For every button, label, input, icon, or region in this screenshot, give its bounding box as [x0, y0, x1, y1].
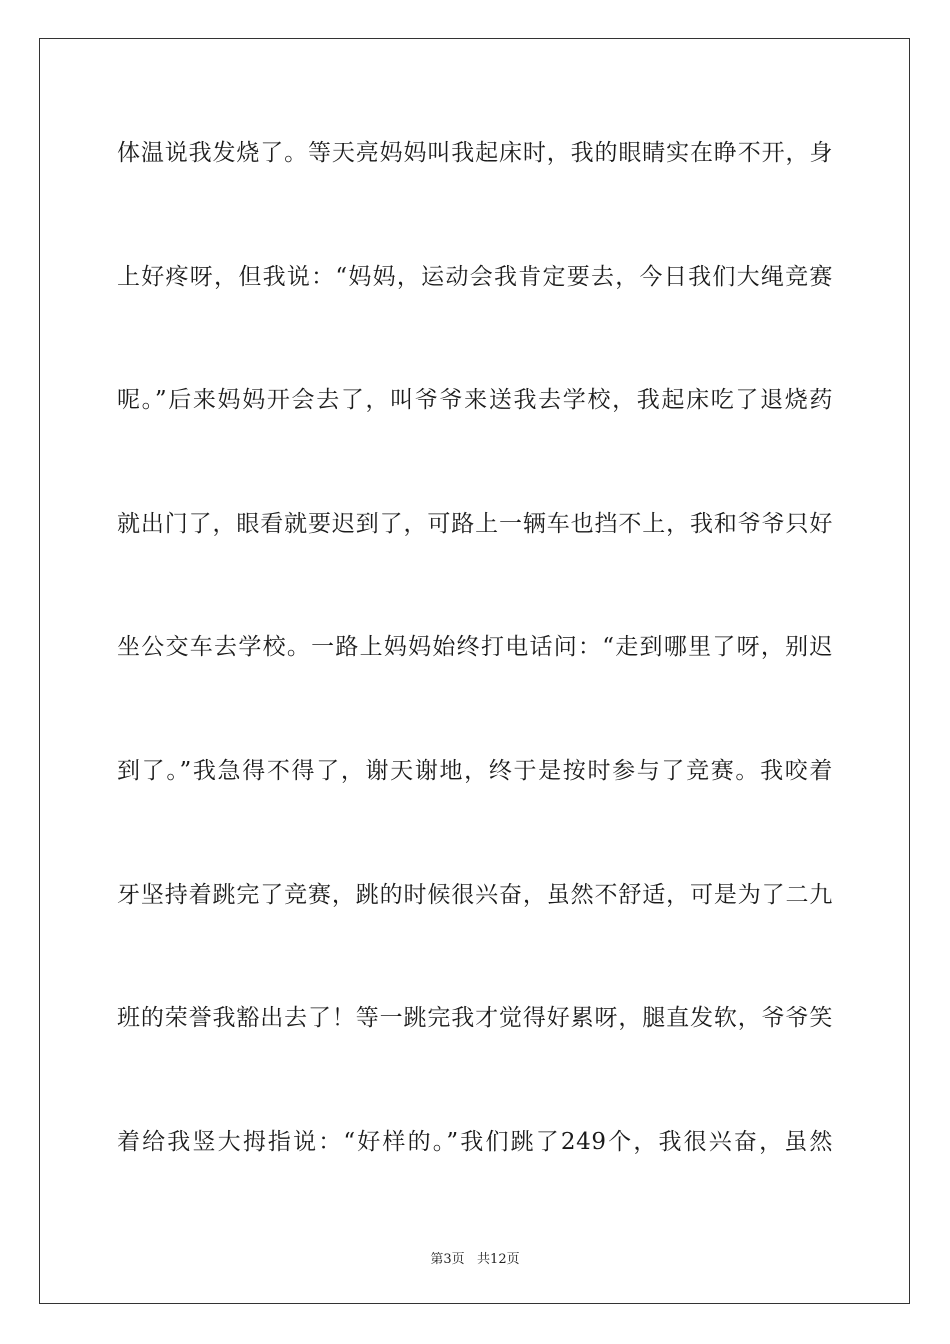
text-line: 坐公交车去学校。一路上妈妈始终打电话问：“走到哪里了呀，别迟 — [117, 634, 833, 661]
text-line: 着给我竖大拇指说：“好样的。”我们跳了249个，我很兴奋，虽然 — [117, 1128, 833, 1155]
page-number-footer: 第3页 共12页 — [430, 1252, 520, 1267]
text-line: 牙坚持着跳完了竞赛，跳的时候很兴奋，虽然不舒适，可是为了二九 — [117, 881, 833, 908]
document-body — [117, 124, 833, 1236]
text-line: 体温说我发烧了。等天亮妈妈叫我起床时，我的眼睛实在睁不开，身 — [117, 140, 833, 166]
text-line: 就出门了，眼看就要迟到了，可路上一辆车也挡不上，我和爷爷只好 — [117, 510, 833, 537]
text-line: 呢。”后来妈妈开会去了，叫爷爷来送我去学校，我起床吃了退烧药 — [117, 387, 833, 414]
text-line: 到了。”我急得不得了，谢天谢地，终于是按时参与了竞赛。我咬着 — [117, 757, 833, 784]
text-line: 班的荣誉我豁出去了！等一跳完我才觉得好累呀，腿直发软，爷爷笑 — [117, 1005, 833, 1032]
text-line: 上好疼呀，但我说：“妈妈，运动会我肯定要去，今日我们大绳竞赛 — [117, 263, 833, 290]
